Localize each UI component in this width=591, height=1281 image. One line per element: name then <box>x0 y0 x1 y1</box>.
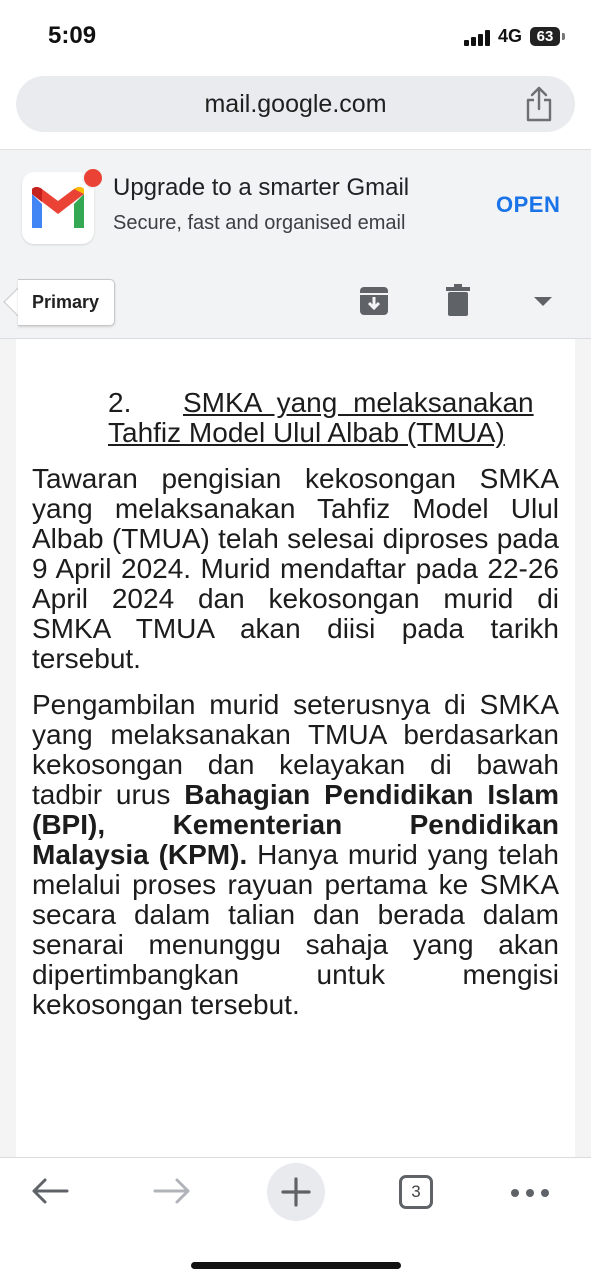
archive-icon[interactable] <box>358 285 390 317</box>
home-indicator <box>191 1262 401 1269</box>
arrow-left-icon[interactable] <box>30 1176 70 1206</box>
section-heading-line1: SMKA yang melaksanakan <box>183 387 534 418</box>
browser-bottom-bar <box>0 1157 591 1281</box>
status-time: 5:09 <box>48 22 97 49</box>
banner-title: Upgrade to a smarter Gmail <box>113 174 410 201</box>
status-bar <box>0 0 591 70</box>
email-content-area <box>0 339 591 1157</box>
network-type: 4G <box>498 26 523 46</box>
paragraph-2 <box>32 690 559 1020</box>
paragraph-2-start: Pengambilan murid seterusnya di SMKA yang melaksanakan TMUA berdasarkan kekosongan dan kelayakan di bawah tadbir urus <box>32 689 559 810</box>
paragraph-2-end: Hanya murid yang telah melalui proses rayuan pertama ke SMKA secara dalam talian dan berada dalam senarai menunggu sahaja yang akan dipertimbangkan untuk mengisi kekosongan tersebut. <box>32 839 559 1020</box>
trash-icon[interactable] <box>446 284 470 316</box>
chevron-down-icon[interactable] <box>534 297 552 306</box>
battery-tip <box>562 33 565 40</box>
tab-count: 3 <box>411 1182 421 1201</box>
battery-icon <box>530 27 560 46</box>
plus-icon <box>267 1163 325 1221</box>
email-body <box>16 339 575 1157</box>
banner-subtitle: Secure, fast and organised email <box>113 212 406 234</box>
tab-switcher-button[interactable] <box>399 1175 433 1209</box>
paragraph-2-bold: Bahagian Pendidikan Islam (BPI), Kementerian Pendidikan Malaysia (KPM). <box>32 779 559 870</box>
url-text[interactable]: mail.google.com <box>204 90 387 118</box>
notification-dot <box>82 167 104 189</box>
battery-level: 63 <box>536 28 554 45</box>
open-app-button[interactable]: OPEN <box>496 192 561 217</box>
more-horizontal-icon[interactable] <box>510 1188 550 1198</box>
paragraph-1: Tawaran pengisian kekosongan SMKA yang melaksanakan Tahfiz Model Ulul Albab (TMUA) telah selesai diproses pada 9 April 2024. Murid mendaftar pada 22-26 April 2024 dan kekosongan murid di SMKA TMUA akan diisi pada tarikh tersebut. <box>32 463 559 674</box>
share-icon[interactable] <box>522 85 556 123</box>
arrow-right-icon[interactable] <box>152 1176 192 1206</box>
new-tab-button[interactable] <box>267 1163 325 1221</box>
signal-icon <box>464 30 492 46</box>
section-heading-line2: Tahfiz Model Ulul Albab (TMUA) <box>108 417 505 448</box>
section-number: 2. <box>108 387 132 418</box>
mail-toolbar <box>0 268 591 339</box>
primary-label[interactable]: Primary <box>32 292 100 312</box>
address-bar[interactable] <box>16 76 575 132</box>
